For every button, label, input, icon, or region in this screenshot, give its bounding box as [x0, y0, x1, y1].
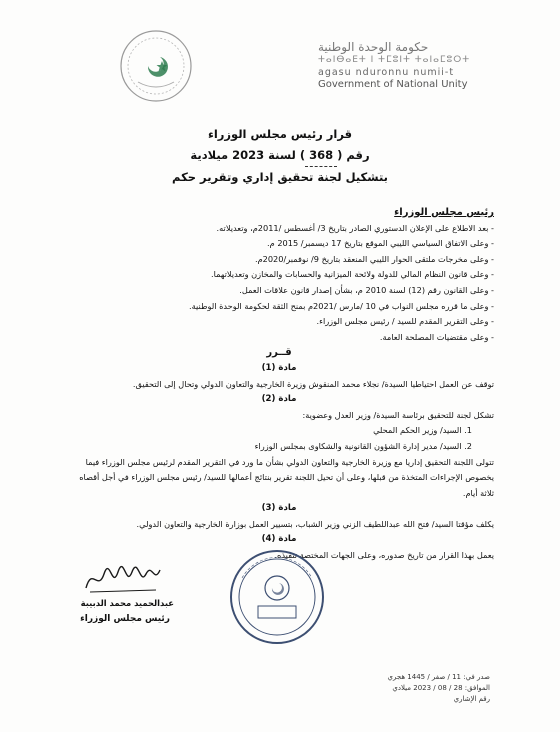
decision-number: 368	[305, 145, 337, 167]
title-line2: رقم (368) لسنة 2023 ميلادية	[150, 145, 410, 167]
letterhead-latin: agasu nduronnu numii-t	[318, 67, 455, 78]
handwritten-signature	[82, 562, 162, 596]
preamble-item: - بعد الاطلاع على الإعلان الدستوري الصادر بتاريخ 3/ أغسطس /2011م، وتعديلاته.	[216, 222, 494, 233]
title-line1: قرار رئيس مجلس الوزراء	[207, 127, 353, 141]
committee-member: 2. السيد/ مدير إدارة الشؤون القانونية والشكاوى بمجلس الوزراء	[254, 440, 472, 451]
article-heading: مادة (1)	[261, 362, 297, 373]
letterhead-tifinagh: ⵜⴰⵏⴱⴰⴹⵜ ⵏ ⵜⵎⵓⵏⵜ ⵜⴰⵏⴰⵎⵓⵔⵜ	[318, 55, 471, 65]
letterhead	[318, 40, 518, 90]
article-text: تشكل لجنة للتحقيق برئاسة السيدة/ وزير العدل وعضوية:	[302, 409, 494, 420]
article-heading: مادة (4)	[261, 534, 297, 545]
decree-body	[64, 205, 494, 564]
issue-reference	[330, 672, 490, 705]
committee-member: 1. السيد/ وزير الحكم المحلي	[373, 425, 472, 436]
article-text: توقف عن العمل احتياطيا السيدة/ نجلاء محمد المنقوش وزيرة الخارجية والتعاون الدولي وتحال إلى التحقيق.	[132, 378, 494, 389]
article-heading: مادة (2)	[261, 394, 297, 405]
signatory-name: عبدالحميد محمد الدبيبة	[80, 598, 174, 608]
letterhead-arabic: حكومة الوحدة الوطنية	[318, 40, 429, 54]
article-text: تتولى اللجنة التحقيق إداريا مع وزيرة الخارجية والتعاون الدولي بشأن ما ورد في التقرير المقدم لرئيس مجلس الوزراء فيما يخصوص الإجراءات المتخذة من قبلها، وعلى أن تحيل اللجنة تقرير بنتائج أعمالها للسيد/ رئيس مجلس الوزراء في أجل أقصاه ثلاثة أيام.	[79, 456, 494, 498]
preamble-item: - وعلى التقرير المقدم للسيد / رئيس مجلس الوزراء.	[316, 316, 494, 327]
preamble-item: - وعلى القانون رقم (12) لسنة 2010 م، بشأن إصدار قانون علاقات العمل.	[239, 284, 494, 295]
letterhead-english: Government of National Unity	[318, 79, 468, 90]
official-stamp	[228, 548, 326, 646]
decree-title	[150, 124, 410, 188]
reference-label: رقم الإشاري	[453, 695, 490, 703]
preamble-item: - وعلى مخرجات ملتقى الحوار الليبي المنعقد بتاريخ 9/ نوفمبر/2020م.	[254, 253, 494, 264]
issue-date-gregorian: الموافق: 28 / 08 / 2023 ميلادي	[392, 684, 490, 692]
preamble-item: - وعلى الاتفاق السياسي الليبي الموقع بتاريخ 17 ديسمبر/ 2015 م.	[267, 238, 494, 249]
preamble-item: - وعلى قانون النظام المالي للدولة ولائحة الميزانية والحسابات والمخازن وتعديلاتهما.	[211, 269, 494, 280]
government-emblem	[118, 28, 194, 104]
preamble-item: - وعلى مقتضيات المصلحة العامة.	[379, 331, 494, 342]
decided-heading: قــرر	[266, 347, 292, 359]
signatory-title: رئيس مجلس الوزراء	[80, 614, 170, 624]
title-line3: بتشكيل لجنة تحقيق إداري وتقرير حكم	[172, 170, 388, 184]
article-text: يكلف مؤقتا السيد/ فتح الله عبداللطيف الزني وزير الشباب، بتسيير العمل بوزارة الخارجية والتعاون الدولي.	[136, 518, 494, 529]
preamble-heading: رئيس مجلس الوزراء	[394, 207, 494, 218]
issue-date-hijri: صدر في: 11 / صفر / 1445 هجري	[387, 673, 490, 681]
article-heading: مادة (3)	[261, 503, 297, 514]
article-text: يعمل بهذا القرار من تاريخ صدوره، وعلى الجهات المختصة تنفيذه.	[274, 550, 494, 561]
preamble-item: - وعلى ما قرره مجلس النواب في 10 /مارس /2021م بمنح الثقة لحكومة الوحدة الوطنية.	[189, 300, 494, 311]
